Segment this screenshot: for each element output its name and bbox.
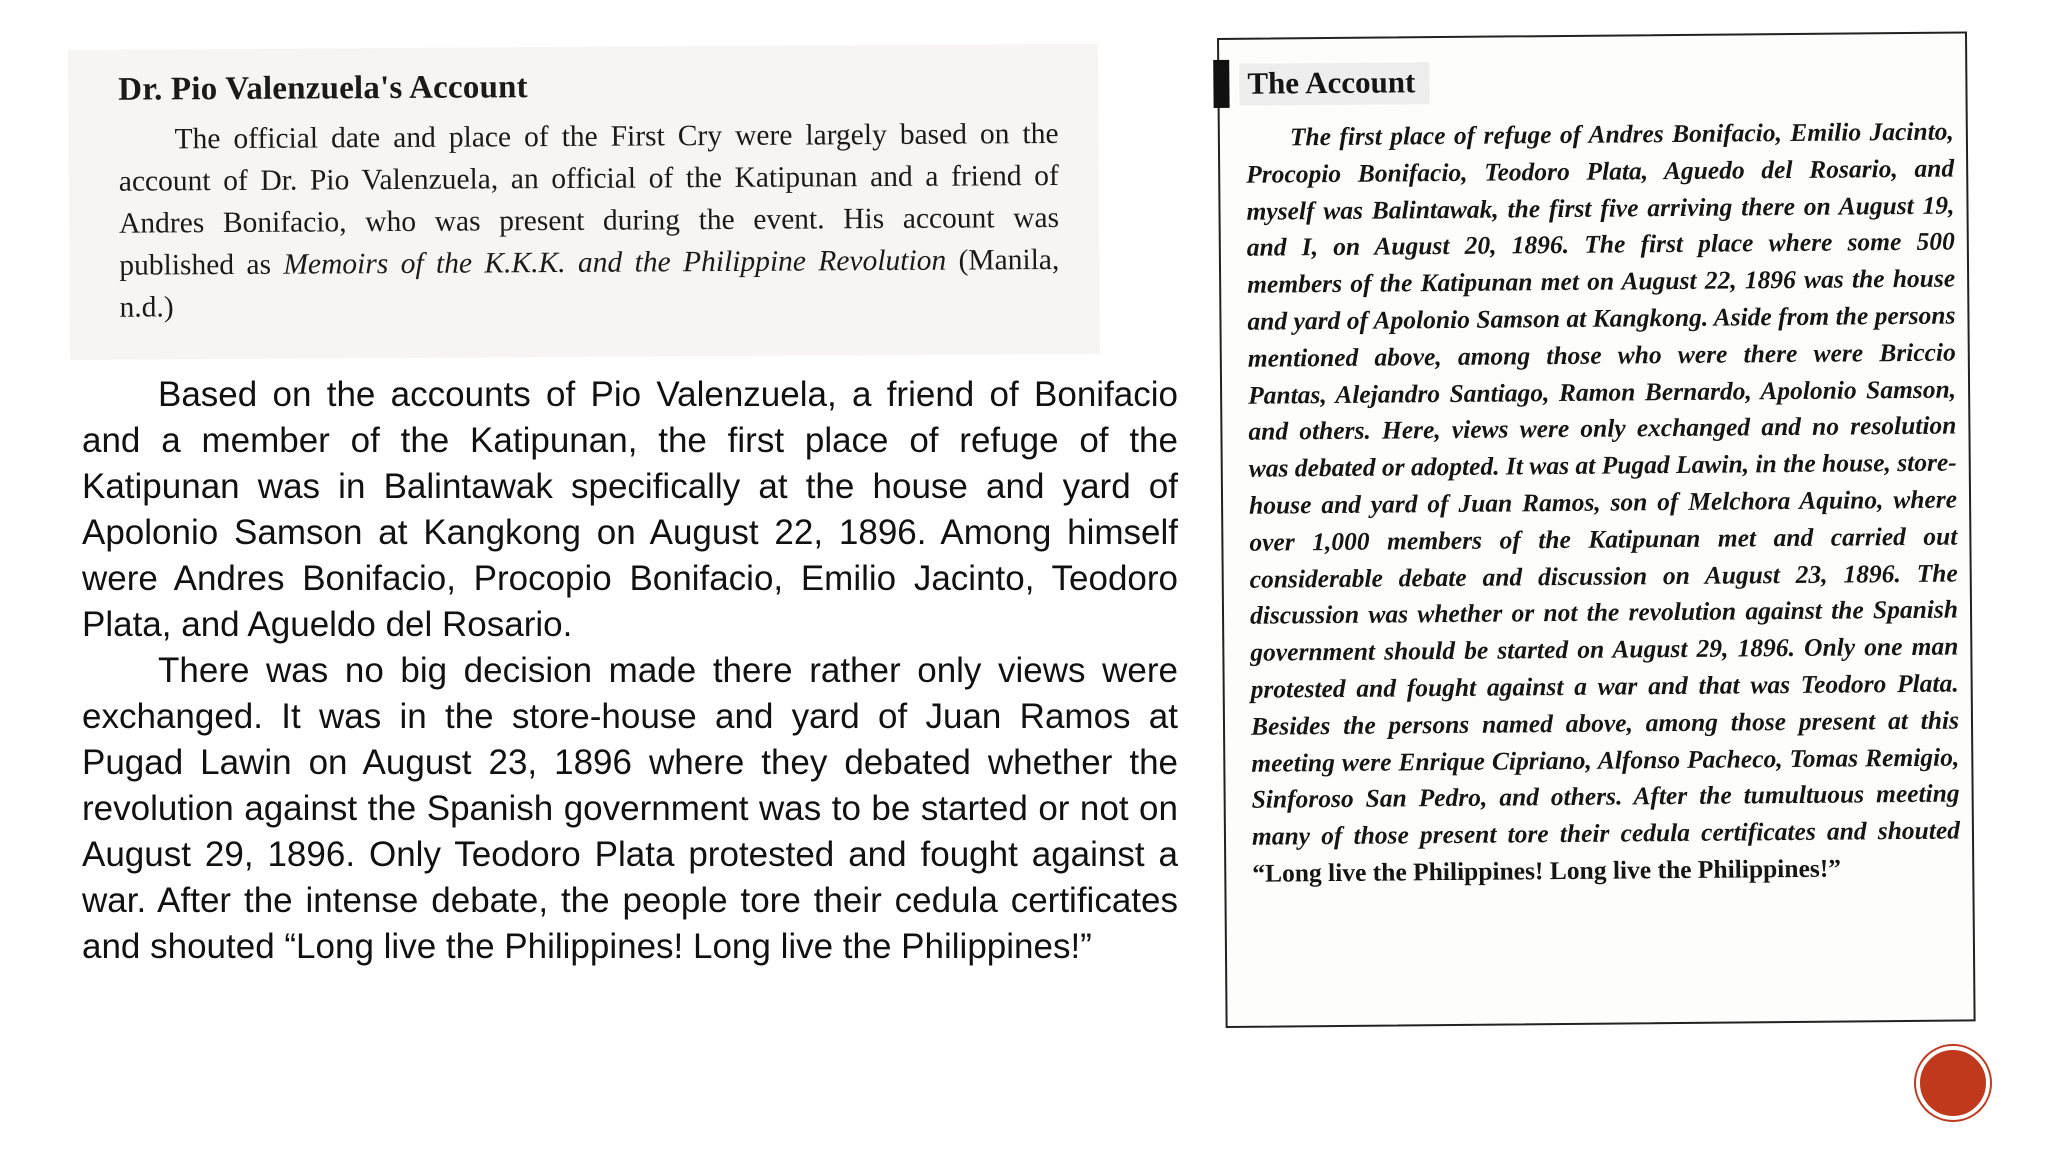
account-box <box>1217 31 1976 1028</box>
slide-paragraph-1: Based on the accounts of Pio Valenzuela, a friend of Bonifacio and a member of the Katipunan, the first place of refuge of the Katipunan was in Balintawak specifically at the house and yard of Apolonio Samson at Kangkong on August 22, 1896. Among himself were Andres Bonifacio, Procopio Bonifacio, Emilio Jacinto, Teodoro Plata, and Agueldo del Rosario. <box>82 375 1178 644</box>
excerpt-heading: Dr. Pio Valenzuela's Account <box>118 69 528 108</box>
account-shout: “Long live the Philippines! Long live the Philippines!” <box>1252 853 1842 888</box>
account-body <box>1246 114 1961 893</box>
slide-paragraph-2: There was no big decision made there rather only views were exchanged. It was in the store-house and yard of Juan Ramos at Pugad Lawin on August 23, 1896 where they debated whether the revolution against the Spanish government was to be started or not on August 29, 1896. Only Teodoro Plata protested and fought against a war. After the intense debate, the people tore their cedula certificates and shouted “Long live the Philippines! Long live the Philippines!” <box>82 651 1178 966</box>
excerpt-body <box>118 113 1059 329</box>
excerpt-publication-title: Memoirs of the K.K.K. and the Philippine Revolution <box>283 244 947 281</box>
excerpt-body-start: The official date and place of the First Cry were largely based on the account of Dr. Pio Valenzuela, an official of the Katipunan and a friend of Andres Bonifacio, who was present during the event. His account was published as <box>118 117 1060 282</box>
decorative-circle-icon <box>1916 1046 1990 1120</box>
account-body-text: The first place of refuge of Andres Bonifacio, Emilio Jacinto, Procopio Bonifacio, Teodoro Plata, Aguedo del Rosario, and myself was Balintawak, the first five arriving there on August 19, and I, on August 20, 1896. The first place where some 500 members of the Katipunan met on August 22, 1896 was the house and yard of Apolonio Samson at Kangkong. Aside from the persons mentioned above, among those who were there were Briccio Pantas, Alejandro Santiago, Ramon Bernardo, Apolonio Samson, and others. Here, views were only exchanged and no resolution was debated or adopted. It was at Pugad Lawin, in the house, store-house and yard of Juan Ramos, son of Melchora Aquino, where over 1,000 members of the Katipunan met and carried out considerable debate and discussion on August 23, 1896. The discussion was whether or not the revolution against the Spanish government should be started on August 29, 1896. Only one man protested and fought against a war and that was Teodoro Plata. Besides the persons named above, among those present at this meeting were Enrique Cipriano, Alfonso Pacheco, Tomas Remigio, Sinforoso San Pedro, and others. After the tumultuous meeting many of those present tore their cedula certificates and shouted <box>1246 116 1961 851</box>
heading-marker-bar <box>1213 60 1229 108</box>
slide-body <box>82 372 1178 970</box>
scanned-excerpt <box>68 44 1100 360</box>
account-heading: The Account <box>1239 62 1429 106</box>
excerpt-body-end: (Manila, n.d.) <box>119 243 1060 324</box>
